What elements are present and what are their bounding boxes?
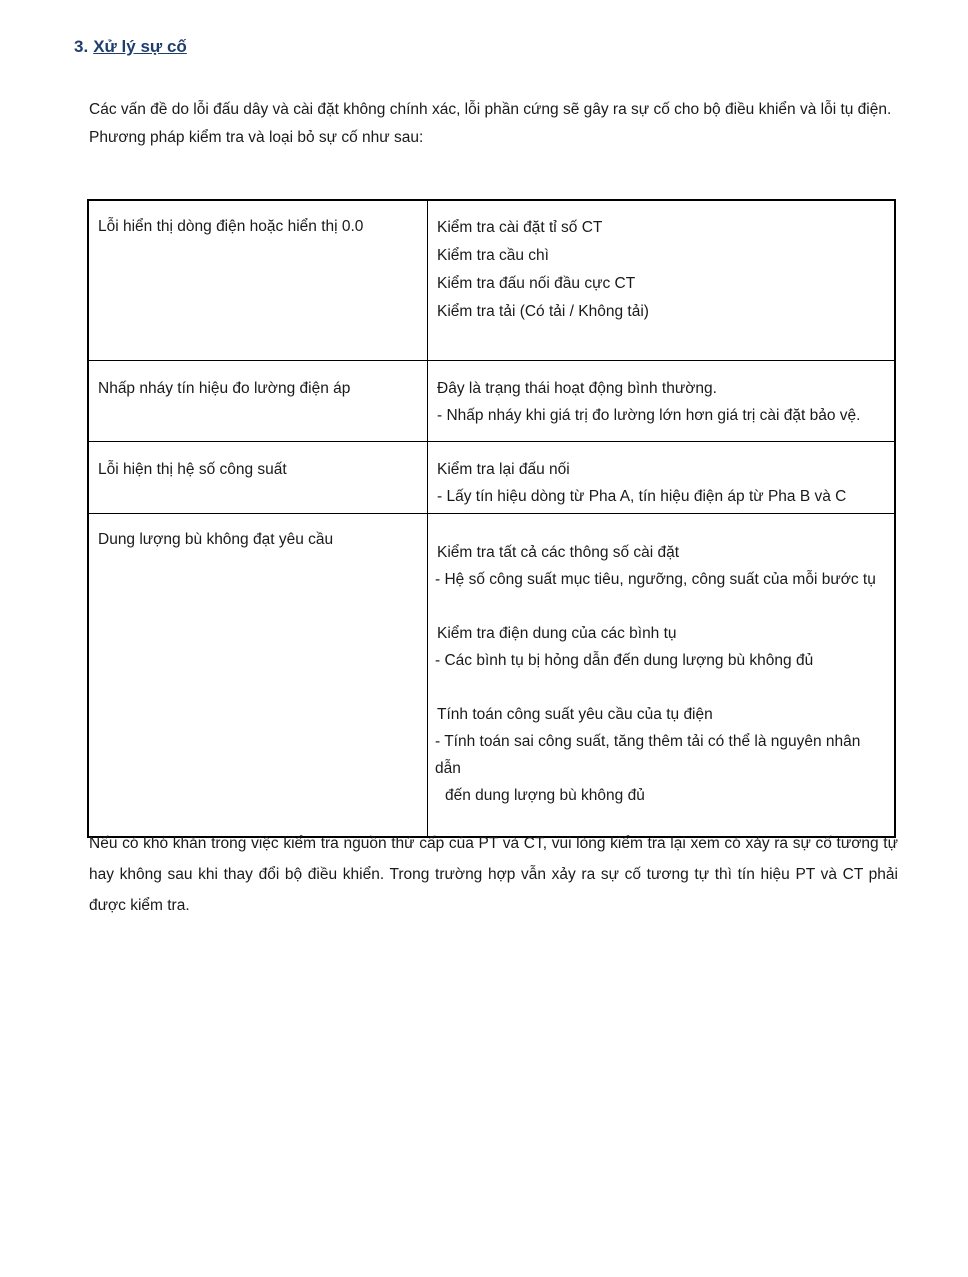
solution-group-detail-continued: đến dung lượng bù không đủ	[445, 786, 645, 804]
solution-line: Kiểm tra lại đấu nối	[437, 460, 570, 478]
solution-line: Kiểm tra đấu nối đầu cực CT	[437, 275, 636, 292]
problem-cell	[88, 360, 428, 441]
section-title: Xử lý sự cố	[93, 37, 187, 56]
problem-text: Lỗi hiển thị dòng điện hoặc hiển thị 0.0	[98, 218, 364, 235]
solution-line: Kiểm tra cầu chì	[437, 247, 549, 264]
solution-line: Kiểm tra cài đặt tỉ số CT	[437, 219, 603, 236]
solution-group	[437, 539, 886, 593]
solution-group-title: Tính toán công suất yêu cầu của tụ điện	[437, 705, 713, 723]
solution-line: Kiểm tra tải (Có tải / Không tải)	[437, 303, 649, 320]
solution-cell	[428, 200, 896, 360]
solution-group-detail: - Các bình tụ bị hỏng dẫn đến dung lượng bù không đủ	[435, 651, 814, 669]
table-row	[88, 513, 895, 837]
solution-cell	[428, 360, 896, 441]
solution-line: - Nhấp nháy khi giá trị đo lường lớn hơn giá trị cài đặt bảo vệ.	[437, 406, 861, 424]
solution-cell	[428, 513, 896, 837]
intro-paragraph: Các vấn đề do lỗi đấu dây và cài đặt không chính xác, lỗi phần cứng sẽ gây ra sự cố cho bộ điều khiển và lỗi tụ điện. Phương pháp kiểm tra và loại bỏ sự cố như sau:	[89, 101, 892, 146]
table-row	[88, 441, 895, 513]
solution-line: - Lấy tín hiệu dòng từ Pha A, tín hiệu điện áp từ Pha B và C	[437, 487, 847, 505]
solution-line: Đây là trạng thái hoạt động bình thường.	[437, 379, 717, 397]
solution-group	[437, 701, 886, 809]
solution-group-detail: - Hệ số công suất mục tiêu, ngưỡng, công suất của mỗi bước tụ	[435, 570, 876, 588]
table-row	[88, 200, 895, 360]
solution-group-title: Kiểm tra điện dung của các bình tụ	[437, 624, 677, 642]
problem-cell	[88, 200, 428, 360]
problem-cell	[88, 441, 428, 513]
table-row	[88, 360, 895, 441]
section-heading	[74, 37, 187, 57]
solution-group-title: Kiểm tra tất cả các thông số cài đặt	[437, 543, 680, 561]
closing-paragraph: Nếu có khó khăn trong việc kiểm tra nguồn thứ cấp của PT và CT, vui lòng kiểm tra lại xem có xảy ra sự cố tương tự hay không sau khi thay đổi bộ điều khiển. Trong trường hợp vẫn xảy ra sự cố tương tự thì tín hiệu PT và CT phải được kiểm tra.	[89, 835, 898, 914]
solution-cell	[428, 441, 896, 513]
problem-text: Lỗi hiện thị hệ số công suất	[98, 460, 287, 478]
troubleshooting-table	[87, 199, 896, 838]
solution-group-detail: - Tính toán sai công suất, tăng thêm tải có thể là nguyên nhân dẫn	[435, 732, 861, 777]
section-number: 3.	[74, 37, 89, 56]
solution-group	[437, 620, 886, 674]
problem-cell	[88, 513, 428, 837]
problem-text: Nhấp nháy tín hiệu đo lường điện áp	[98, 379, 351, 397]
problem-text: Dung lượng bù không đạt yêu cầu	[98, 530, 334, 548]
